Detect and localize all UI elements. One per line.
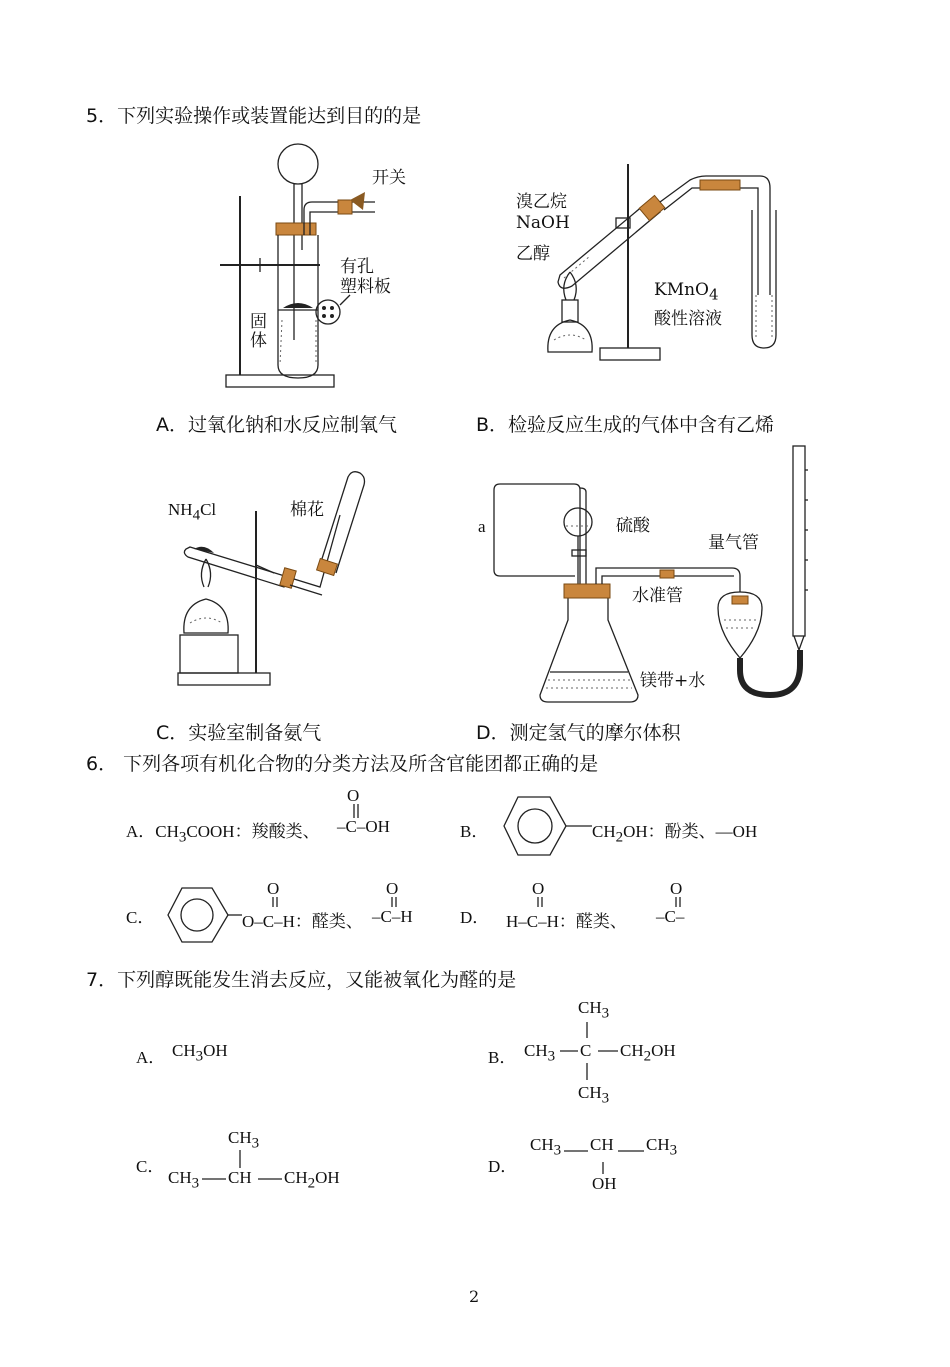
benzene-ring-icon [502,795,568,857]
q6-c-double-bond-1 [271,897,279,909]
q6-c-letter: C． [126,908,155,927]
label-sulfuric-acid: 硫酸 [616,516,650,536]
q7-c-letter: C． [136,1157,165,1176]
label-a: a [478,517,486,536]
q7-c-top: $CH_3$ [228,1128,260,1152]
q6-a-group: –C–OH [337,817,390,836]
label-plate-2: 塑料板 [340,277,391,297]
label-solid-1: 固 [250,312,267,332]
page-number: 2 [469,1287,480,1306]
caption-d: D．测定氢气的摩尔体积 [476,722,681,744]
label-switch: 开关 [372,168,406,188]
q6-c-group: –C–H [372,907,413,926]
label-nh4cl: $NH_4Cl$ [168,500,217,524]
caption-b: B．检验反应生成的气体中含有乙烯 [476,414,775,436]
label-mg-water: 镁带+水 [640,671,706,691]
q7-c-right: $CH_2OH$ [284,1168,340,1192]
q6-d-double-bond-1 [536,897,544,909]
q6-d-o2: O [670,879,683,898]
q7-b-center: C [580,1041,592,1060]
q6-c-o1: O [267,879,280,898]
q7-stem: 7．下列醇既能发生消去反应，又能被氧化为醛的是 [86,969,517,991]
figure-b-apparatus [530,160,780,375]
label-level-tube: 水准管 [632,586,683,606]
figure-c-apparatus [170,465,370,690]
q6-d-group: –C– [656,907,685,926]
q7-b-left: $CH_3$ [524,1041,556,1065]
label-gas-burette: 量气管 [708,533,759,553]
q7-b-bottom: $CH_3$ [578,1083,610,1107]
q7-c-center: CH [228,1168,252,1187]
caption-c: C．实验室制备氨气 [156,722,322,744]
q7-d-bonds [560,1140,650,1180]
q7-d-right: $CH_3$ [646,1135,678,1159]
q6-d-letter: D． [460,908,490,927]
q7-c-bonds [200,1148,290,1188]
q7-b-bonds [560,1020,630,1090]
label-cotton: 棉花 [290,500,324,520]
q6-d-o1: O [532,879,545,898]
q7-d-left: $CH_3$ [530,1135,562,1159]
q6-d-formula: H–C–H：醛类、 [506,912,627,931]
benzene-ring-icon [166,886,246,946]
q7-b-top: $CH_3$ [578,998,610,1022]
q6-stem: 6． 下列各项有机化合物的分类方法及所含官能团都正确的是 [86,753,599,775]
q7-b-letter: B． [488,1048,517,1067]
q6-option-a [126,817,320,846]
q7-d-bottom: OH [592,1174,617,1193]
label-kmno4: KMnO$_4$ [654,280,719,304]
q6-b-formula: $CH_2OH$：酚类、—OH [592,822,758,846]
q5-stem: 5．下列实验操作或装置能达到目的的是 [86,105,422,127]
q7-b-right: $CH_2OH$ [620,1041,676,1065]
caption-a: A．过氧化钠和水反应制氧气 [156,414,397,436]
q7-a-letter: A． [136,1048,166,1067]
label-reagent-2: NaOH [516,213,570,233]
label-acidic-solution: 酸性溶液 [654,309,722,329]
q6-c-o2: O [386,879,399,898]
q6-a-letter: A． [126,822,156,841]
q7-d-center: CH [590,1135,614,1154]
label-solid-2: 体 [250,331,267,351]
label-reagent-1: 溴乙烷 [516,192,567,212]
q7-a-formula: $CH_3OH$ [172,1041,228,1065]
q6-a-carbonyl-o: O [347,786,360,805]
q6-b-letter: B． [460,822,489,841]
q7-c-left: $CH_3$ [168,1168,200,1192]
q6-a-formula: $CH_3COOH$：羧酸类、 [155,822,320,846]
label-plate-1: 有孔 [340,257,374,277]
q7-d-letter: D． [488,1157,518,1176]
label-reagent-3: 乙醇 [516,244,550,264]
q6-c-formula: O–C–H：醛类、 [242,912,363,931]
